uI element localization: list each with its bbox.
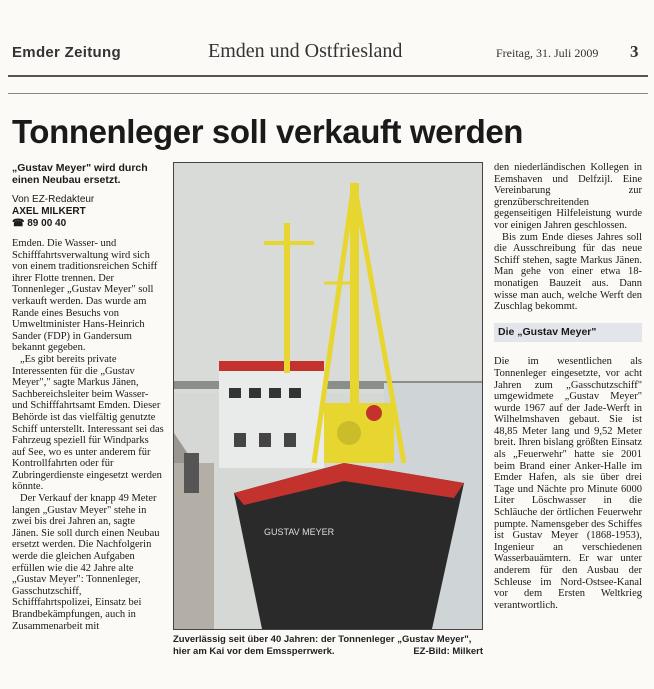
photo-caption	[173, 634, 483, 657]
header-rule-thin	[8, 93, 648, 94]
page-number: 3	[630, 42, 639, 61]
author-phone: ☎ 89 00 40	[12, 218, 67, 229]
ship-illustration	[174, 163, 482, 629]
paragraph: Bis zum Ende dieses Jahres soll die Ausschreibung für das neue Schiff stehen, sagte Markus Jänen. Man gehe von einer etwa 18-monatigen Bauzeit aus. Dann wisse man auch, welche Werft den Zuschlag bekommt.	[494, 231, 642, 313]
article-subhead: „Gustav Meyer" wird durch einen Neubau ersetzt.	[12, 162, 148, 186]
photo-credit: EZ-Bild: Milkert	[413, 645, 483, 657]
author-name: AXEL MILKERT	[12, 206, 86, 217]
byline	[12, 194, 164, 230]
page-header	[8, 40, 648, 70]
issue-date: Freitag, 31. Juli 2009	[496, 46, 599, 60]
paragraph: Emden. Die Wasser- und Schifffahrtsverwaltung wird sich von einem traditionsreichen Schiff ihrer Flotte trennen. Der Tonnenleger „Gustav Meyer" soll verkauft werden. Das wurde am Rande eines Besuchs von Umweltminister Hans-Heinrich Sander (FDP) in Gandersum bekannt gegeben.	[12, 238, 158, 354]
section-title: Emden und Ostfriesland	[208, 40, 403, 62]
paragraph: Der Verkauf der knapp 49 Meter langen „Gustav Meyer" stehe in zwei bis drei Jahren an, sagte Jänen. Sie soll durch einen Neubau ersetzt werden. Die Nachfolgerin werde die gleichen Aufgaben erfüllen wie die 42 Jahre alte „Gustav Meyer": Tonnenleger, Gasschutzschiff, Schifffahrtspolizei, Einsatz bei Brandbekämpfungen, auch in Zusammenarbeit mit	[12, 493, 160, 632]
newspaper-name: Emder Zeitung	[12, 44, 121, 61]
byline-label: Von EZ-Redakteur	[12, 194, 95, 205]
paragraph: „Es gibt bereits private Interessenten für die „Gustav Meyer"," sagte Markus Jänen, Sachbereichsleiter beim Wasser- und Schifffahrtsamt Emden. Dieser Behörde ist das vielfältig genutzte Schiff unterstellt. Interessant sei das Fahrzeug speziell für Windparks auf See, wo es unter anderem für Kontrollfahrten oder für Zubringerdienste eingesetzt werden könnte.	[12, 353, 164, 493]
article-column-1	[12, 162, 164, 632]
article-column-3	[494, 162, 642, 611]
article-headline: Tonnenleger soll verkauft werden	[12, 113, 524, 150]
ship-name-text: GUSTAV MEYER	[264, 527, 335, 537]
info-box-title: Die „Gustav Meyer"	[494, 323, 642, 343]
ship-photo	[173, 162, 483, 630]
paragraph: den niederländischen Kollegen in Eemshaven und Delfzijl. Eine Vereinbarung zur grenzüberschreitenden gegenseitigen Hilfeleistung wurde vor einigen Jahren geschlossen.	[494, 162, 642, 231]
header-rule	[8, 75, 648, 77]
caption-text: Zuverlässig seit über 40 Jahren: der Tonnenleger „Gustav Meyer", hier am Kai vor dem Emssperrwerk.	[173, 634, 472, 657]
info-box-text: Die im wesentlichen als Tonnenleger eingesetzte, vor acht Jahren zum „Gasschutzschiff" umgewidmete „Gustav Meyer" wurde 1967 auf der Jade-Werft in Wilhelmshaven gebaut. Sie ist 48,85 Meter lang und 9,52 Meter breit. Ihren bislang größten Einsatz als „Feuerwehr" hatte sie 2001 beim Brand einer Anker-Halle im Emder Hafen, als sie über drei Tage und Nächte pro Minute 6000 Liter Löschwasser in die Schläuche der örtlichen Feuerwehr pumpte. Namensgeber des Schiffes ist Gustav Meyer (1868-1953), Ingenieur an verschiedenen Wasserbauämtern. Er war unter anderem für den Ausbau der Schleuse im Nord-Ostsee-Kanal vor dem Ersten Weltkrieg verantwortlich.	[494, 356, 642, 611]
